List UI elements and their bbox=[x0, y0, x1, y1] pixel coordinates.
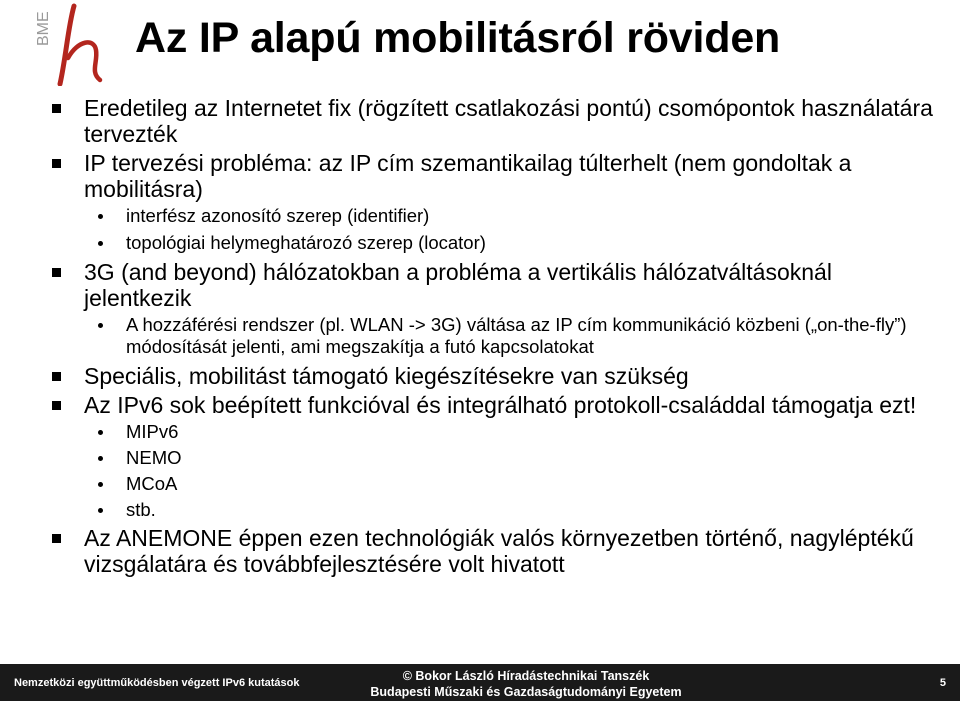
bullet-item bbox=[0, 525, 944, 577]
sub-bullet-text: MIPv6 bbox=[126, 421, 179, 442]
sub-bullet-text: A hozzáférési rendszer (pl. WLAN -> 3G) váltása az IP cím kommunikáció közbeni („on-the-fly”) módosítását jelenti, ami megszakítja a futó kapcsolatokat bbox=[126, 314, 907, 357]
bullet-item bbox=[0, 95, 944, 147]
dot-bullet-icon bbox=[98, 323, 103, 328]
square-bullet-icon bbox=[52, 268, 61, 277]
sub-bullet-text: MCoA bbox=[126, 473, 178, 494]
bullet-text: Speciális, mobilitást támogató kiegészítésekre van szükség bbox=[84, 363, 689, 389]
sub-bullet-item bbox=[0, 314, 916, 358]
dot-bullet-icon bbox=[98, 482, 103, 487]
bullet-item bbox=[0, 392, 944, 418]
bullet-text: Az IPv6 sok beépített funkcióval és integrálható protokoll-családdal támogatja ezt! bbox=[84, 392, 917, 418]
dot-bullet-icon bbox=[98, 508, 103, 513]
sub-bullet-item bbox=[0, 205, 916, 227]
sub-bullet-text: stb. bbox=[126, 499, 156, 520]
footer-copyright bbox=[356, 668, 696, 700]
square-bullet-icon bbox=[52, 372, 61, 381]
bme-logo bbox=[8, 2, 128, 86]
dot-bullet-icon bbox=[98, 430, 103, 435]
sub-bullet-item bbox=[0, 421, 916, 443]
square-bullet-icon bbox=[52, 159, 61, 168]
bullet-text: IP tervezési probléma: az IP cím szemantikailag túlterhelt (nem gondoltak a mobilitásra) bbox=[84, 150, 852, 202]
footer-author: © Bokor László Híradástechnikai Tanszék bbox=[402, 669, 650, 683]
bme-logo-mark bbox=[8, 2, 128, 86]
bullet-item bbox=[0, 363, 944, 389]
sub-bullet-item bbox=[0, 499, 916, 521]
dot-bullet-icon bbox=[98, 456, 103, 461]
bullet-item bbox=[0, 259, 944, 311]
sub-bullet-item bbox=[0, 473, 916, 495]
bullet-list bbox=[0, 95, 960, 580]
sub-bullet-item bbox=[0, 447, 916, 469]
square-bullet-icon bbox=[52, 401, 61, 410]
bullet-item bbox=[0, 150, 944, 202]
sub-bullet-text: interfész azonosító szerep (identifier) bbox=[126, 205, 430, 226]
bullet-text: Az ANEMONE éppen ezen technológiák valós környezetben történő, nagyléptékű vizsgálatára és továbbfejlesztésére volt hivatott bbox=[84, 525, 914, 577]
bme-logo-text: BME bbox=[35, 11, 52, 46]
dot-bullet-icon bbox=[98, 214, 103, 219]
square-bullet-icon bbox=[52, 104, 61, 113]
sub-bullet-item bbox=[0, 232, 916, 254]
slide-title: Az IP alapú mobilitásról röviden bbox=[135, 14, 781, 62]
footer-project-text: Nemzetközi együttműködésben végzett IPv6 kutatások bbox=[14, 677, 300, 689]
bullet-text: Eredetileg az Internetet fix (rögzített csatlakozási pontú) csomópontok használatára tervezték bbox=[84, 95, 933, 147]
sub-bullet-text: topológiai helymeghatározó szerep (locator) bbox=[126, 232, 486, 253]
dot-bullet-icon bbox=[98, 241, 103, 246]
square-bullet-icon bbox=[52, 534, 61, 543]
page-number: 5 bbox=[939, 677, 946, 689]
footer-university: Budapesti Műszaki és Gazdaságtudományi Egyetem bbox=[370, 685, 682, 699]
footer-bar bbox=[0, 664, 960, 701]
sub-bullet-text: NEMO bbox=[126, 447, 182, 468]
bullet-text: 3G (and beyond) hálózatokban a probléma a vertikális hálózatváltásoknál jelentkezik bbox=[84, 259, 832, 311]
